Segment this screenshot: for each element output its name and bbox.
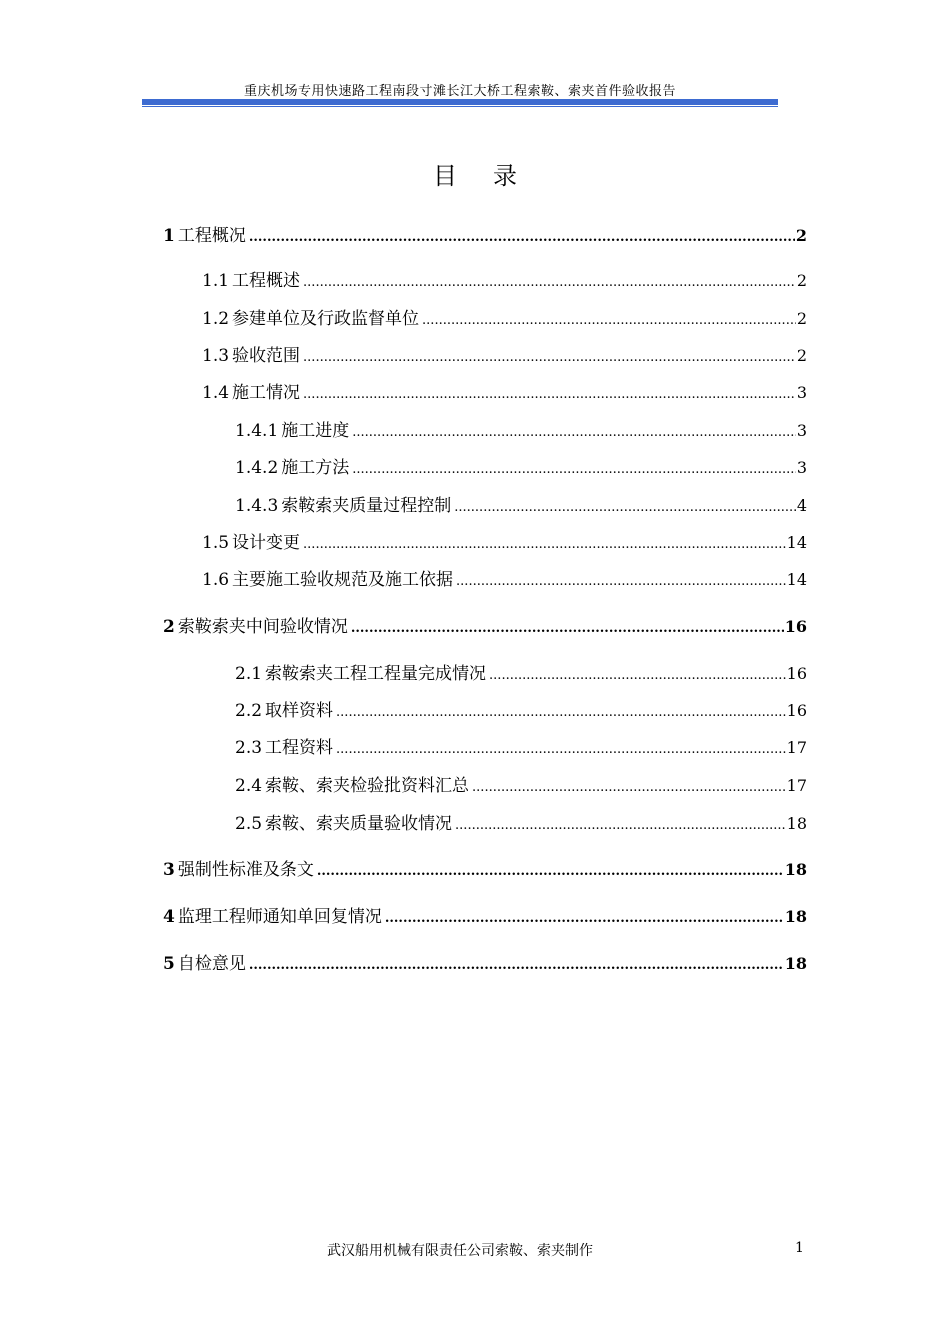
toc-title: 目录	[433, 162, 553, 190]
toc-entry-title: 索鞍索夹中间验收情况	[177, 617, 348, 637]
toc-entry[interactable]	[235, 736, 807, 760]
toc-entry-number: 2.5	[235, 814, 263, 834]
toc-entry-title: 工程资料	[265, 738, 334, 758]
toc-entry-number: 3	[163, 860, 175, 880]
toc-entry[interactable]	[235, 699, 807, 723]
toc-dot-leader	[317, 860, 784, 884]
toc-dot-leader	[303, 271, 796, 295]
toc-dot-leader	[489, 664, 786, 688]
toc-entry-page: 14	[786, 533, 807, 552]
toc-entry-title: 索鞍索夹工程工程量完成情况	[265, 664, 487, 684]
toc-dot-leader	[303, 533, 786, 557]
toc-dot-leader	[422, 309, 796, 333]
page-number: 1	[795, 1240, 804, 1256]
toc-entry-title: 设计变更	[232, 533, 301, 553]
toc-entry-number: 1.6	[202, 570, 230, 590]
toc-entry-title: 主要施工验收规范及施工依据	[232, 570, 454, 590]
toc-entry[interactable]	[202, 531, 807, 555]
toc-entry-page: 2	[795, 226, 807, 245]
toc-dot-leader	[351, 617, 784, 641]
toc-entry-page: 2	[796, 346, 807, 365]
toc-entry-title: 施工情况	[232, 383, 301, 403]
toc-dot-leader	[472, 776, 786, 800]
toc-entry-number: 2	[163, 617, 175, 637]
toc-entry[interactable]	[235, 456, 807, 480]
toc-entry-page: 17	[786, 776, 807, 795]
toc-entry[interactable]	[202, 344, 807, 368]
toc-dot-leader	[455, 814, 786, 838]
toc-entry-title: 强制性标准及条文	[177, 860, 314, 880]
toc-entry-title: 工程概况	[177, 226, 246, 246]
toc-entry-number: 1.5	[202, 533, 230, 553]
toc-dot-leader	[336, 738, 786, 762]
toc-dot-leader	[249, 954, 784, 978]
toc-entry[interactable]	[235, 494, 807, 518]
toc-entry-page: 16	[784, 617, 807, 636]
toc-dot-leader	[385, 907, 784, 931]
toc-entry-title: 工程概述	[232, 271, 301, 291]
toc-entry-title: 索鞍索夹质量过程控制	[281, 496, 452, 516]
header-rule-thin	[142, 106, 778, 107]
toc-entry-title: 取样资料	[265, 701, 334, 721]
toc-dot-leader	[303, 346, 796, 370]
header-rule	[142, 99, 778, 105]
toc-entry-title: 参建单位及行政监督单位	[232, 309, 420, 329]
toc-entry[interactable]	[235, 812, 807, 836]
toc-entry-title: 索鞍、索夹质量验收情况	[265, 814, 453, 834]
toc-dot-leader	[456, 570, 786, 594]
toc-entry-title: 验收范围	[232, 346, 301, 366]
toc-entry[interactable]	[163, 952, 807, 976]
toc-entry-page: 17	[786, 738, 807, 757]
toc-entry[interactable]	[202, 269, 807, 293]
toc-entry-number: 1	[163, 226, 175, 246]
toc-dot-leader	[336, 701, 786, 725]
toc-dot-leader	[303, 383, 796, 407]
toc-entry-page: 18	[784, 907, 807, 926]
toc-dot-leader	[352, 421, 796, 445]
toc-entry[interactable]	[163, 615, 807, 639]
page-footer: 武汉船用机械有限责任公司索鞍、索夹制作	[327, 1243, 593, 1259]
toc-entry-number: 1.3	[202, 346, 230, 366]
toc-entry[interactable]	[163, 224, 807, 248]
toc-entry-number: 2.4	[235, 776, 263, 796]
toc-entry[interactable]	[235, 419, 807, 443]
toc-entry[interactable]	[202, 307, 807, 331]
toc-entry-page: 3	[796, 383, 807, 402]
toc-entry-number: 5	[163, 954, 175, 974]
toc-entry-number: 2.1	[235, 664, 263, 684]
toc-entry-title: 索鞍、索夹检验批资料汇总	[265, 776, 470, 796]
toc-entry-page: 3	[796, 458, 807, 477]
toc-entry-title: 施工方法	[281, 458, 350, 478]
toc-entry-number: 1.4.3	[235, 496, 279, 516]
toc-entry[interactable]	[235, 774, 807, 798]
toc-entry-page: 2	[796, 309, 807, 328]
toc-entry-number: 1.1	[202, 271, 230, 291]
toc-entry-number: 1.4.1	[235, 421, 279, 441]
toc-entry-page: 18	[784, 860, 807, 879]
toc-entry[interactable]	[163, 858, 807, 882]
toc-entry-number: 1.4	[202, 383, 230, 403]
toc-entry[interactable]	[202, 381, 807, 405]
toc-entry-page: 3	[796, 421, 807, 440]
toc-entry[interactable]	[163, 905, 807, 929]
toc-entry[interactable]	[202, 568, 807, 592]
toc-dot-leader	[249, 226, 795, 250]
toc-entry-title: 自检意见	[177, 954, 246, 974]
toc-entry-page: 16	[786, 664, 807, 683]
toc-entry-page: 4	[796, 496, 807, 515]
toc-entry-page: 16	[786, 701, 807, 720]
toc-entry-page: 18	[786, 814, 807, 833]
toc-entry-page: 2	[796, 271, 807, 290]
toc-dot-leader	[454, 496, 796, 520]
toc-entry-number: 2.3	[235, 738, 263, 758]
toc-entry-title: 监理工程师通知单回复情况	[177, 907, 382, 927]
toc-dot-leader	[352, 458, 796, 482]
toc-entry-number: 2.2	[235, 701, 263, 721]
page-header: 重庆机场专用快速路工程南段寸滩长江大桥工程索鞍、索夹首件验收报告	[243, 84, 676, 99]
toc-entry[interactable]	[235, 662, 807, 686]
toc-entry-page: 18	[784, 954, 807, 973]
toc-entry-number: 1.2	[202, 309, 230, 329]
toc-entry-page: 14	[786, 570, 807, 589]
toc-entry-title: 施工进度	[281, 421, 350, 441]
toc-entry-number: 1.4.2	[235, 458, 279, 478]
toc-entry-number: 4	[163, 907, 175, 927]
